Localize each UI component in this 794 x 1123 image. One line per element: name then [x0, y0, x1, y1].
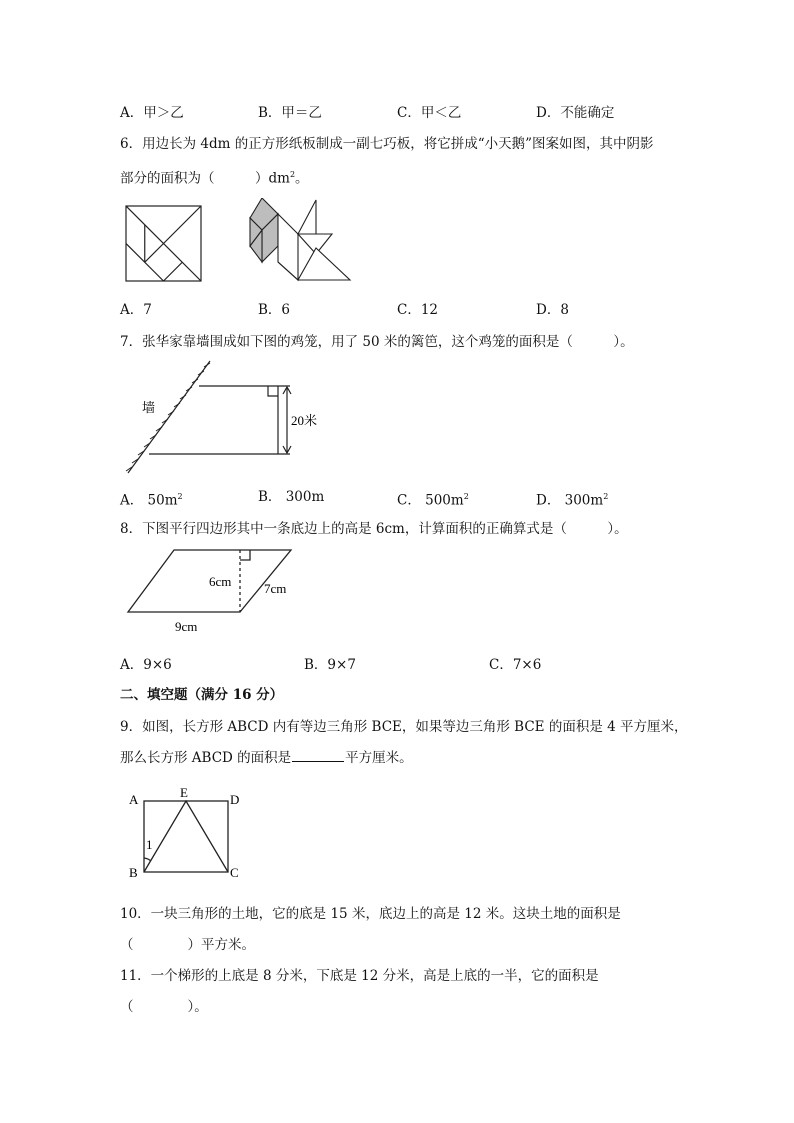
q6-text-line1: 6．用边长为 4dm 的正方形纸板制成一副七巧板，将它拼成“小天鹅”图案如图，其中阴影 — [120, 136, 654, 152]
q7-option-b[interactable] — [258, 488, 324, 506]
wall-line — [128, 361, 210, 473]
tangram-inner-line2 — [145, 244, 164, 263]
swan-body-left — [278, 214, 298, 280]
q9-text-line2-end: 平方厘米。 — [345, 750, 413, 766]
label-d: D — [230, 792, 240, 807]
q7-option-d-sup: 2 — [603, 492, 609, 501]
tangram-half-diagonal — [164, 206, 202, 244]
q7-option-a[interactable] — [120, 488, 183, 510]
q7-text: 7．张华家靠墙围成如下图的鸡笼，用了 50 米的篱笆，这个鸡笼的面积是（ ）。 — [120, 334, 634, 350]
q9-text-line2-main: 那么长方形 ABCD 的面积是 — [120, 750, 292, 766]
q10-text-line2: （ ）平方米。 — [120, 937, 255, 953]
q7-chicken-coop-figure — [118, 355, 318, 480]
q8-option-c[interactable]: C．7×6 — [489, 657, 542, 673]
q9-answer-blank[interactable] — [292, 749, 344, 762]
label-e: E — [180, 785, 188, 800]
rectangle-abcd — [144, 801, 228, 872]
tangram-inner-line3 — [164, 262, 183, 281]
q6-option-b[interactable]: B．6 — [258, 302, 291, 318]
q10-text-line1: 10．一块三角形的土地，它的底是 15 米，底边上的高是 12 米。这块土地的面积是 — [120, 906, 621, 922]
q5-option-c[interactable]: C．甲＜乙 — [397, 105, 462, 121]
q7-option-c-sup: 2 — [463, 492, 469, 501]
q5-option-a[interactable]: A．甲＞乙 — [120, 105, 184, 121]
q6-option-c[interactable]: C．12 — [397, 302, 439, 318]
swan-tail — [298, 248, 350, 280]
label-b: B — [129, 865, 138, 880]
q5-option-b[interactable]: B．甲＝乙 — [258, 105, 322, 121]
q7-option-a-text: A． 50m — [120, 492, 178, 509]
wall-hatching — [126, 363, 210, 471]
q7-option-a-sup: 2 — [177, 492, 183, 501]
right-angle-mark — [268, 386, 278, 396]
q6-text-line2 — [120, 166, 309, 188]
angle-1-arc — [144, 858, 151, 861]
tangram-square — [126, 206, 201, 281]
label-angle-1: 1 — [146, 837, 153, 852]
wall-label: 墙 — [142, 400, 156, 415]
q6-option-a[interactable]: A．7 — [120, 302, 152, 318]
q6-option-d[interactable]: D．8 — [536, 302, 569, 318]
label-c: C — [230, 865, 239, 880]
right-angle-mark — [240, 550, 250, 560]
label-a: A — [129, 792, 139, 807]
height-label-6cm: 6cm — [209, 574, 232, 589]
q7-option-d-text: D． 300m — [536, 492, 604, 509]
q7-option-c[interactable] — [397, 488, 469, 510]
base-label-9cm: 9cm — [175, 619, 198, 634]
q5-option-d[interactable]: D．不能确定 — [536, 105, 615, 121]
q6-unit-superscript: 2 — [289, 170, 296, 179]
triangle-bce — [144, 801, 228, 872]
q6-tangram-figure — [120, 198, 360, 288]
q8-option-b[interactable]: B．9×7 — [304, 657, 356, 673]
q9-text-line1: 9．如图，长方形 ABCD 内有等边三角形 BCE，如果等边三角形 BCE 的面积是 4 平方厘米， — [120, 719, 688, 735]
q7-option-b-text: B． 300m — [258, 489, 325, 505]
q8-option-a[interactable]: A．9×6 — [120, 657, 172, 673]
q9-rectangle-figure — [124, 784, 254, 884]
q6-text-line2-main: 部分的面积为（ ）dm — [120, 170, 290, 187]
height-label-20m: 20米 — [291, 413, 318, 428]
q11-text-line2: （ ）。 — [120, 999, 208, 1015]
q11-text-line1: 11．一个梯形的上底是 8 分米，下底是 12 分米，高是上底的一半，它的面积是 — [120, 968, 599, 984]
swan-wing-upper — [298, 200, 316, 234]
q9-text-line2 — [120, 749, 413, 767]
q7-option-c-text: C． 500m — [397, 492, 464, 509]
section2-title: 二、填空题（满分 16 分） — [120, 687, 284, 703]
q8-text: 8．下图平行四边形其中一条底边上的高是 6cm，计算面积的正确算式是（ ）。 — [120, 521, 628, 537]
side-label-7cm: 7cm — [264, 581, 287, 596]
q7-option-d[interactable] — [536, 488, 608, 510]
q6-text-line2-end: 。 — [295, 170, 309, 187]
swan-figure — [250, 198, 350, 280]
q8-parallelogram-figure — [122, 545, 312, 640]
